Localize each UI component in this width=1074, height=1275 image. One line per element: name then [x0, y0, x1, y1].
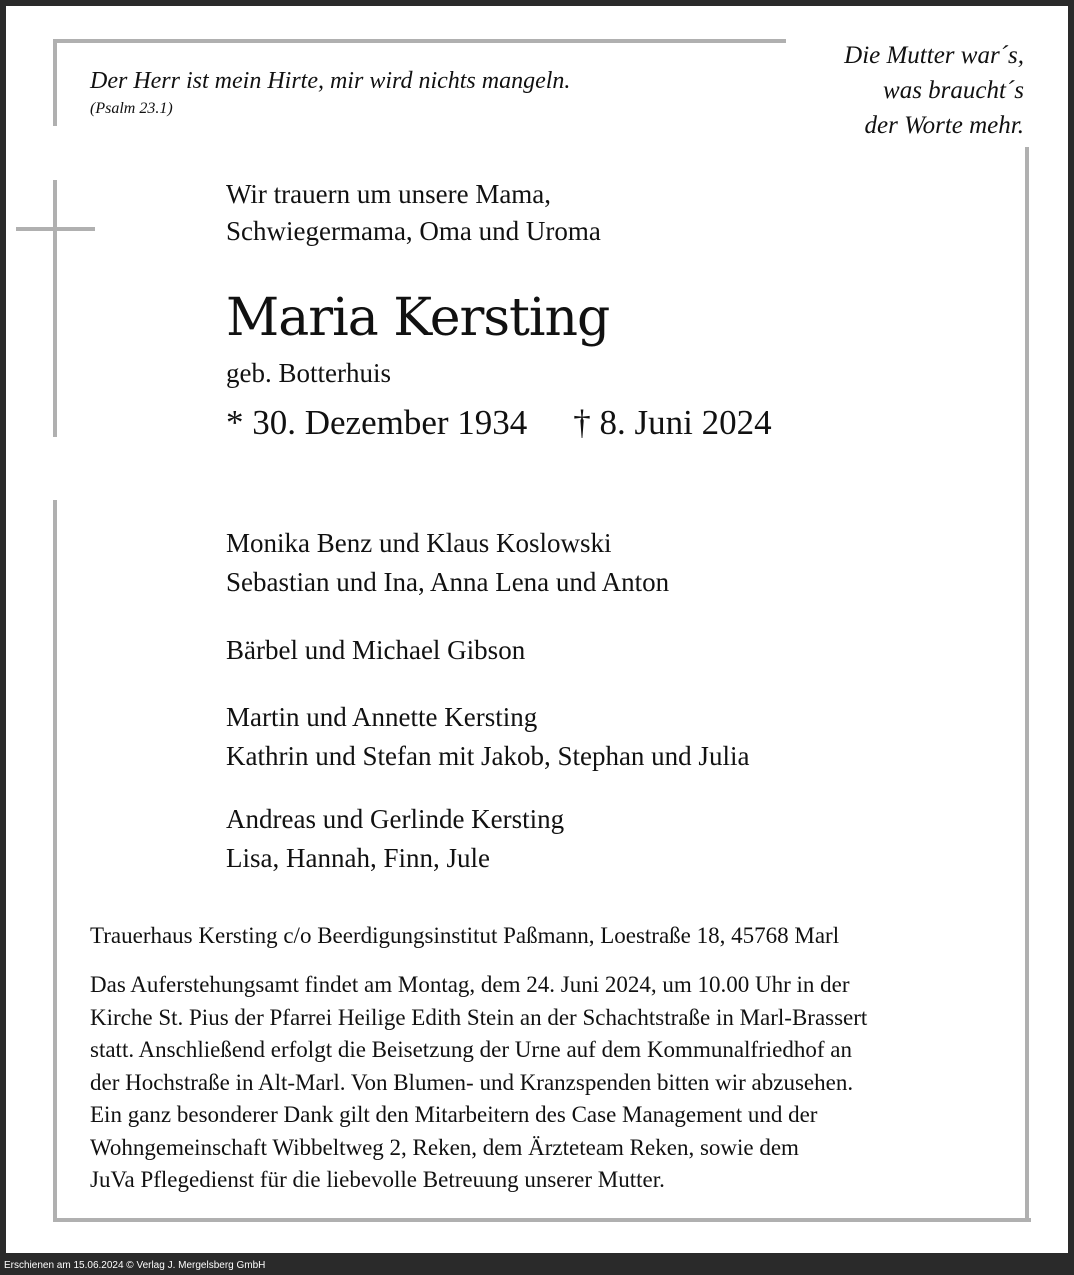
quote-line: der Worte mehr.: [864, 112, 1024, 139]
birth-date: * 30. Dezember 1934: [226, 403, 528, 442]
mourning-house-address: Trauerhaus Kersting c/o Beerdigungsinstitut Paßmann, Loestraße 18, 45768 Marl: [90, 923, 840, 948]
intro-line: Wir trauern um unsere Mama,: [226, 179, 552, 209]
born-name: geb. Botterhuis: [226, 358, 391, 388]
intro-line: Schwiegermama, Oma und Uroma: [226, 216, 601, 246]
quote-line: Die Mutter war´s,: [844, 42, 1024, 69]
cross-vertical: [53, 180, 57, 437]
death-date: † 8. Juni 2024: [573, 403, 772, 442]
obituary-page: [6, 6, 1068, 1253]
frame-left-lower-line: [53, 500, 57, 1222]
psalm-reference: (Psalm 23.1): [90, 100, 173, 117]
family-line: Lisa, Hannah, Finn, Jule: [226, 843, 490, 873]
frame-left-upper-line: [53, 39, 57, 126]
frame-right-line: [1025, 147, 1029, 1222]
quote-line: was braucht´s: [883, 77, 1024, 104]
body-line: der Hochstraße in Alt-Marl. Von Blumen- und Kranzspenden bitten wir abzusehen.: [90, 1069, 854, 1095]
frame-top-line: [53, 39, 786, 43]
frame-bottom-line: [53, 1218, 1031, 1222]
body-line: Wohngemeinschaft Wibbeltweg 2, Reken, dem Ärzteteam Reken, sowie dem: [90, 1134, 799, 1160]
family-line: Bärbel und Michael Gibson: [226, 635, 526, 665]
publication-footer: Erschienen am 15.06.2024 © Verlag J. Mergelsberg GmbH: [4, 1260, 266, 1271]
body-line: Ein ganz besonderer Dank gilt den Mitarbeitern des Case Management und der: [90, 1102, 818, 1127]
intro-text: [226, 176, 601, 250]
family-group: [226, 524, 669, 602]
body-line: statt. Anschließend erfolgt die Beisetzung der Urne auf dem Kommunalfriedhof an: [90, 1037, 852, 1062]
funeral-details: [90, 969, 867, 1197]
family-group: [226, 631, 525, 670]
body-line: JuVa Pflegedienst für die liebevolle Betreuung unserer Mutter.: [90, 1167, 665, 1192]
life-dates: [226, 403, 772, 443]
deceased-name: Maria Kersting: [226, 288, 610, 348]
cross-horizontal: [16, 227, 95, 231]
family-line: Monika Benz und Klaus Koslowski: [226, 528, 612, 558]
family-line: Sebastian und Ina, Anna Lena und Anton: [226, 567, 670, 597]
psalm-text: Der Herr ist mein Hirte, mir wird nichts mangeln.: [90, 68, 571, 94]
family-group: [226, 800, 564, 878]
family-line: Martin und Annette Kersting: [226, 702, 538, 732]
family-line: Andreas und Gerlinde Kersting: [226, 804, 565, 834]
body-line: Kirche St. Pius der Pfarrei Heilige Edith Stein an der Schachtstraße in Marl-Brassert: [90, 1004, 868, 1030]
mother-quote: [844, 38, 1024, 143]
family-group: [226, 698, 749, 776]
family-line: Kathrin und Stefan mit Jakob, Stephan und Julia: [226, 741, 750, 771]
body-line: Das Auferstehungsamt findet am Montag, dem 24. Juni 2024, um 10.00 Uhr in der: [90, 972, 850, 997]
